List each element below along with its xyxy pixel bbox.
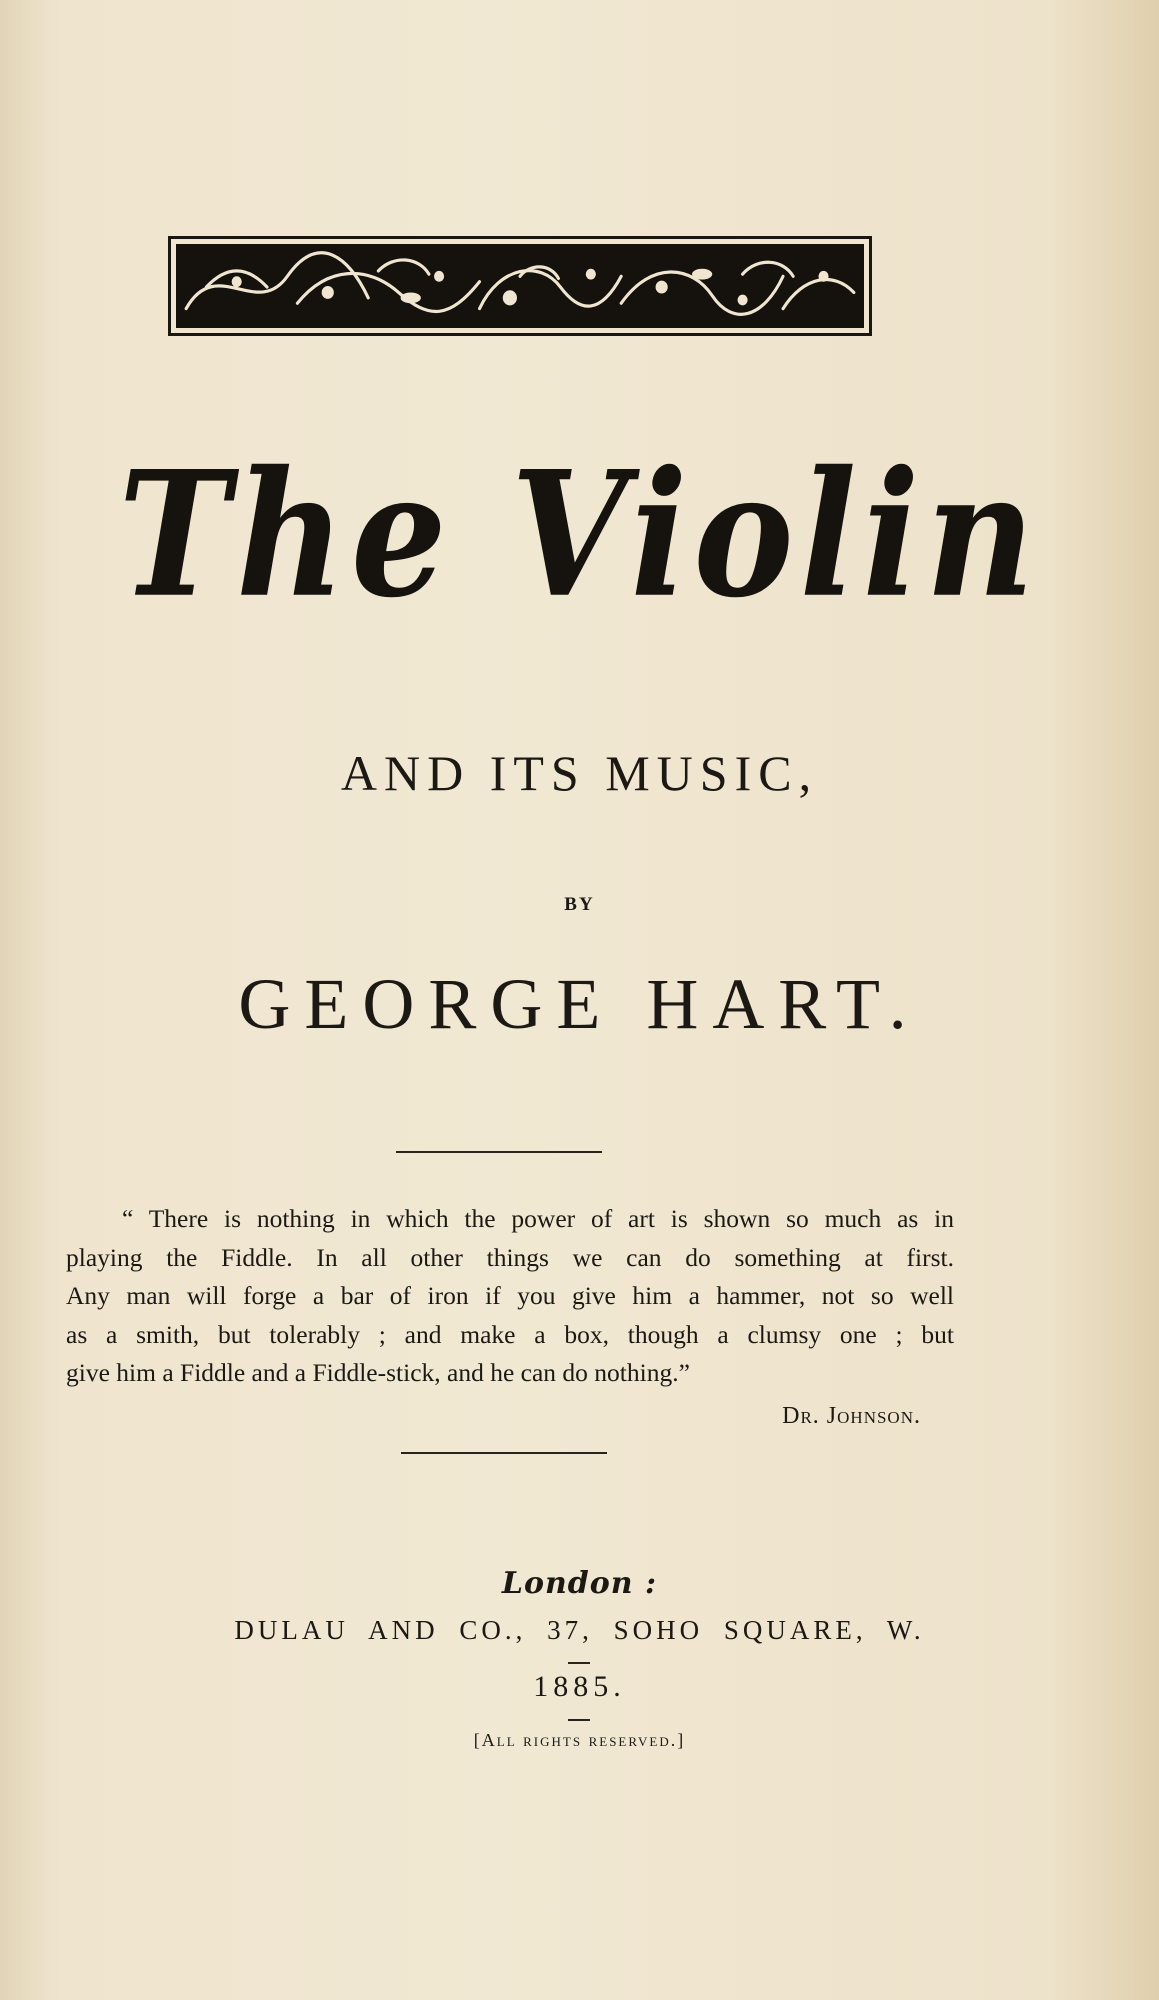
author-name: GEORGE HART. [238, 964, 921, 1044]
epigraph-line: Any man will forge a bar of iron if you give him a hammer, not so well [66, 1281, 954, 1310]
small-rule [568, 1719, 590, 1721]
small-rule [568, 1662, 590, 1664]
by-line: BY [564, 894, 595, 915]
publication-city: London : [501, 1566, 658, 1601]
publisher-address: DULAU AND CO., 37, SOHO SQUARE, W. [234, 1615, 925, 1645]
epigraph-quote [66, 1200, 954, 1393]
rights-notice: [All rights reserved.] [473, 1730, 686, 1750]
floral-ornament-icon [176, 244, 864, 328]
epigraph-line: “ There is nothing in which the power of art is shown so much as in [122, 1204, 954, 1233]
epigraph-line: playing the Fiddle. In all other things we can do something at first. [66, 1242, 954, 1272]
publication-year: 1885. [533, 1670, 626, 1703]
divider-rule-bottom [401, 1452, 607, 1454]
epigraph-line: give him a Fiddle and a Fiddle-stick, and he can do nothing.” [66, 1358, 690, 1387]
book-subtitle: AND ITS MUSIC, [340, 745, 819, 801]
decorative-headpiece [168, 236, 872, 336]
divider-rule-top [396, 1151, 602, 1153]
book-title: The Violin [118, 433, 1041, 637]
epigraph-line: as a smith, but tolerably ; and make a box, though a clumsy one ; but [66, 1319, 954, 1349]
epigraph-attribution: Dr. Johnson. [782, 1403, 921, 1429]
